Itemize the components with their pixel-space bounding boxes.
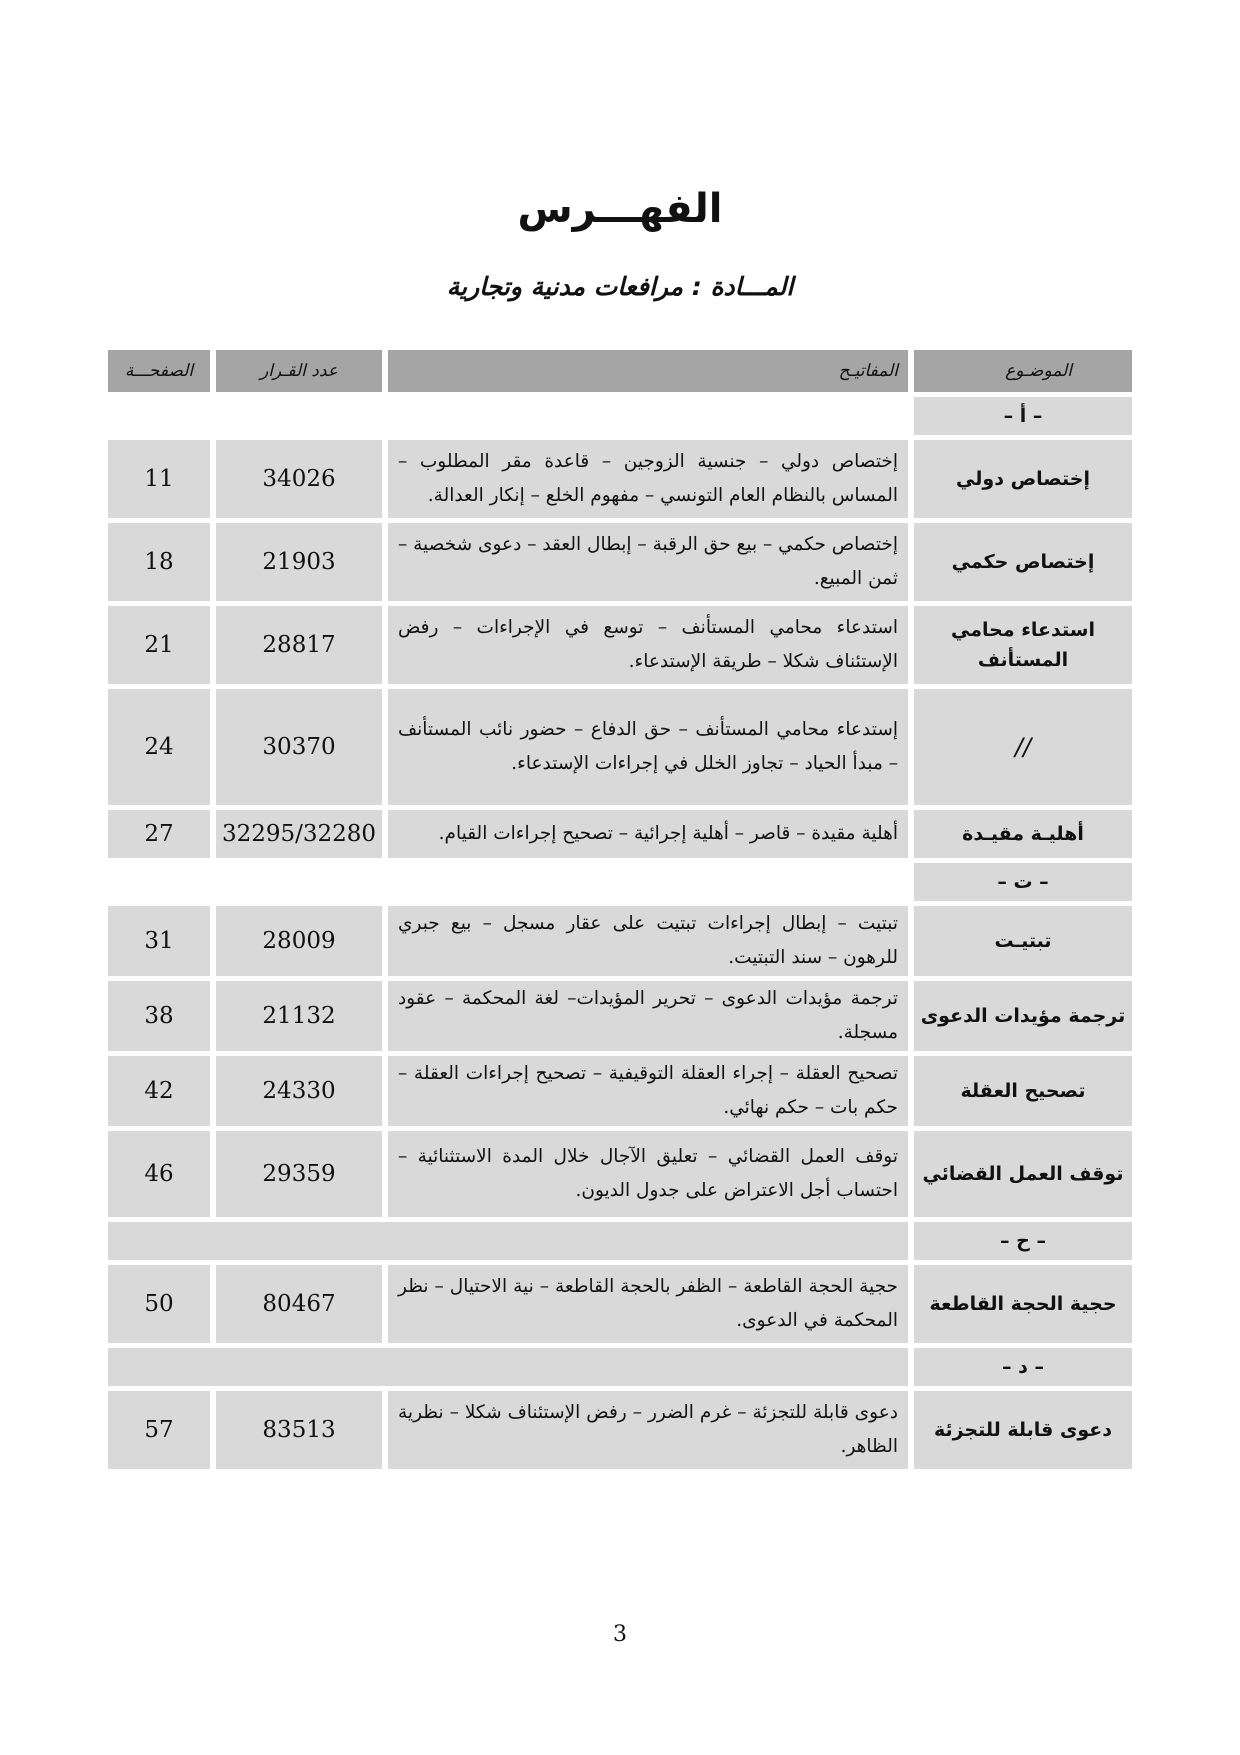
table-row bbox=[108, 523, 1132, 601]
row-keywords: إختصاص حكمي – بيع حق الرقبة – إبطال العقد – دعوى شخصية – ثمن المبيع. bbox=[398, 533, 898, 589]
letter-row bbox=[108, 397, 1132, 435]
row-page-number: 38 bbox=[144, 1003, 174, 1029]
header-topic: الموضـوع bbox=[914, 350, 1132, 392]
row-page-number: 21 bbox=[144, 632, 174, 658]
row-keywords: أهلية مقيدة – قاصر – أهلية إجرائية – تصحيح إجراءات القيام. bbox=[438, 822, 898, 844]
row-topic: حجية الحجة القاطعة bbox=[929, 1292, 1117, 1315]
row-decision-number: 28009 bbox=[262, 928, 336, 954]
table-row bbox=[108, 689, 1132, 805]
row-topic: استدعاء محامي المستأنف bbox=[951, 618, 1095, 671]
row-keywords: توقف العمل القضائي – تعليق الآجال خلال المدة الاستثنائية – احتساب أجل الاعتراض على جدول الديون. bbox=[398, 1145, 898, 1201]
row-keywords: استدعاء محامي المستأنف – توسع في الإجراءات – رفض الإستئناف شكلا – طريقة الإستدعاء. bbox=[398, 616, 898, 672]
row-page-number: 46 bbox=[144, 1161, 174, 1187]
table-row bbox=[108, 1056, 1132, 1126]
table-row bbox=[108, 906, 1132, 976]
row-page-number: 50 bbox=[144, 1291, 174, 1317]
row-topic: تصحيح العقلة bbox=[960, 1079, 1086, 1102]
table-row bbox=[108, 1131, 1132, 1217]
page-title: الفهـــرس bbox=[517, 186, 723, 232]
row-topic: دعوى قابلة للتجزئة bbox=[933, 1418, 1113, 1441]
letter-row bbox=[108, 863, 1132, 901]
row-page-number: 42 bbox=[144, 1078, 174, 1104]
row-page-number: 11 bbox=[144, 466, 174, 492]
header-keywords: المفاتيـح bbox=[388, 350, 908, 392]
table-row bbox=[108, 606, 1132, 684]
row-decision-number: 29359 bbox=[262, 1161, 336, 1187]
row-topic: إختصاص دولي bbox=[956, 467, 1090, 490]
letter-row bbox=[108, 1222, 1132, 1260]
section-letter: – ح – bbox=[1000, 1230, 1046, 1252]
row-keywords: ترجمة مؤيدات الدعوى – تحرير المؤيدات– لغة المحكمة – عقود مسجلة. bbox=[398, 987, 898, 1043]
row-topic: توقف العمل القضائي bbox=[922, 1162, 1124, 1185]
row-topic: إختصاص حكمي bbox=[951, 550, 1095, 573]
index-table bbox=[108, 350, 1132, 1474]
row-topic: تبتيـت bbox=[994, 929, 1052, 952]
row-decision-number: 34026 bbox=[262, 466, 336, 492]
row-page-number: 27 bbox=[144, 821, 174, 847]
row-decision-number: 80467 bbox=[262, 1291, 336, 1317]
row-page-number: 24 bbox=[144, 734, 174, 760]
row-keywords: حجية الحجة القاطعة – الظفر بالحجة القاطعة – نية الاحتيال – نظر المحكمة في الدعوى. bbox=[398, 1275, 898, 1331]
section-letter: – أ – bbox=[1003, 405, 1043, 427]
row-keywords: إختصاص دولي – جنسية الزوجين – قاعدة مقر المطلوب – المساس بالنظام العام التونسي – مفهوم الخلع – إنكار العدالة. bbox=[398, 450, 898, 506]
row-decision-number: 21132 bbox=[262, 1003, 336, 1029]
row-decision-number: 32295/32280 bbox=[221, 821, 377, 847]
header-decision: عدد القـرار bbox=[216, 350, 382, 392]
row-decision-number: 83513 bbox=[262, 1417, 336, 1443]
row-topic-ditto: // bbox=[1014, 732, 1032, 761]
row-keywords: تصحيح العقلة – إجراء العقلة التوقيفية – تصحيح إجراءات العقلة – حكم بات – حكم نهائي. bbox=[398, 1062, 898, 1118]
table-row bbox=[108, 1265, 1132, 1343]
row-page-number: 57 bbox=[144, 1417, 174, 1443]
section-letter: – د – bbox=[1002, 1356, 1044, 1378]
row-page-number: 31 bbox=[144, 928, 174, 954]
row-keywords: تبتيت – إبطال إجراءات تبتيت على عقار مسجل – بيع جبري للرهون – سند التبتيت. bbox=[398, 912, 898, 968]
table-header bbox=[108, 350, 1132, 392]
header-page: الصفحـــة bbox=[108, 350, 210, 392]
row-decision-number: 28817 bbox=[262, 632, 336, 658]
row-decision-number: 24330 bbox=[262, 1078, 336, 1104]
row-topic: أهليـة مقيـدة bbox=[962, 822, 1084, 845]
page-number: 3 bbox=[613, 1622, 627, 1647]
section-letter: – ت – bbox=[997, 871, 1049, 893]
table-row bbox=[108, 440, 1132, 518]
letter-row bbox=[108, 1348, 1132, 1386]
table-row bbox=[108, 981, 1132, 1051]
table-row bbox=[108, 1391, 1132, 1469]
row-topic: ترجمة مؤيدات الدعوى bbox=[920, 1004, 1126, 1027]
row-page-number: 18 bbox=[144, 549, 174, 575]
row-keywords: إستدعاء محامي المستأنف – حق الدفاع – حضور نائب المستأنف – مبدأ الحياد – تجاوز الخلل في إجراءات الإستدعاء. bbox=[398, 718, 898, 774]
table-row bbox=[108, 810, 1132, 858]
page-subtitle: المـــادة : مرافعات مدنية وتجارية bbox=[446, 272, 794, 301]
row-decision-number: 21903 bbox=[262, 549, 336, 575]
row-keywords: دعوى قابلة للتجزئة – غرم الضرر – رفض الإستئناف شكلا – نظرية الظاهر. bbox=[398, 1401, 898, 1457]
row-decision-number: 30370 bbox=[262, 734, 336, 760]
